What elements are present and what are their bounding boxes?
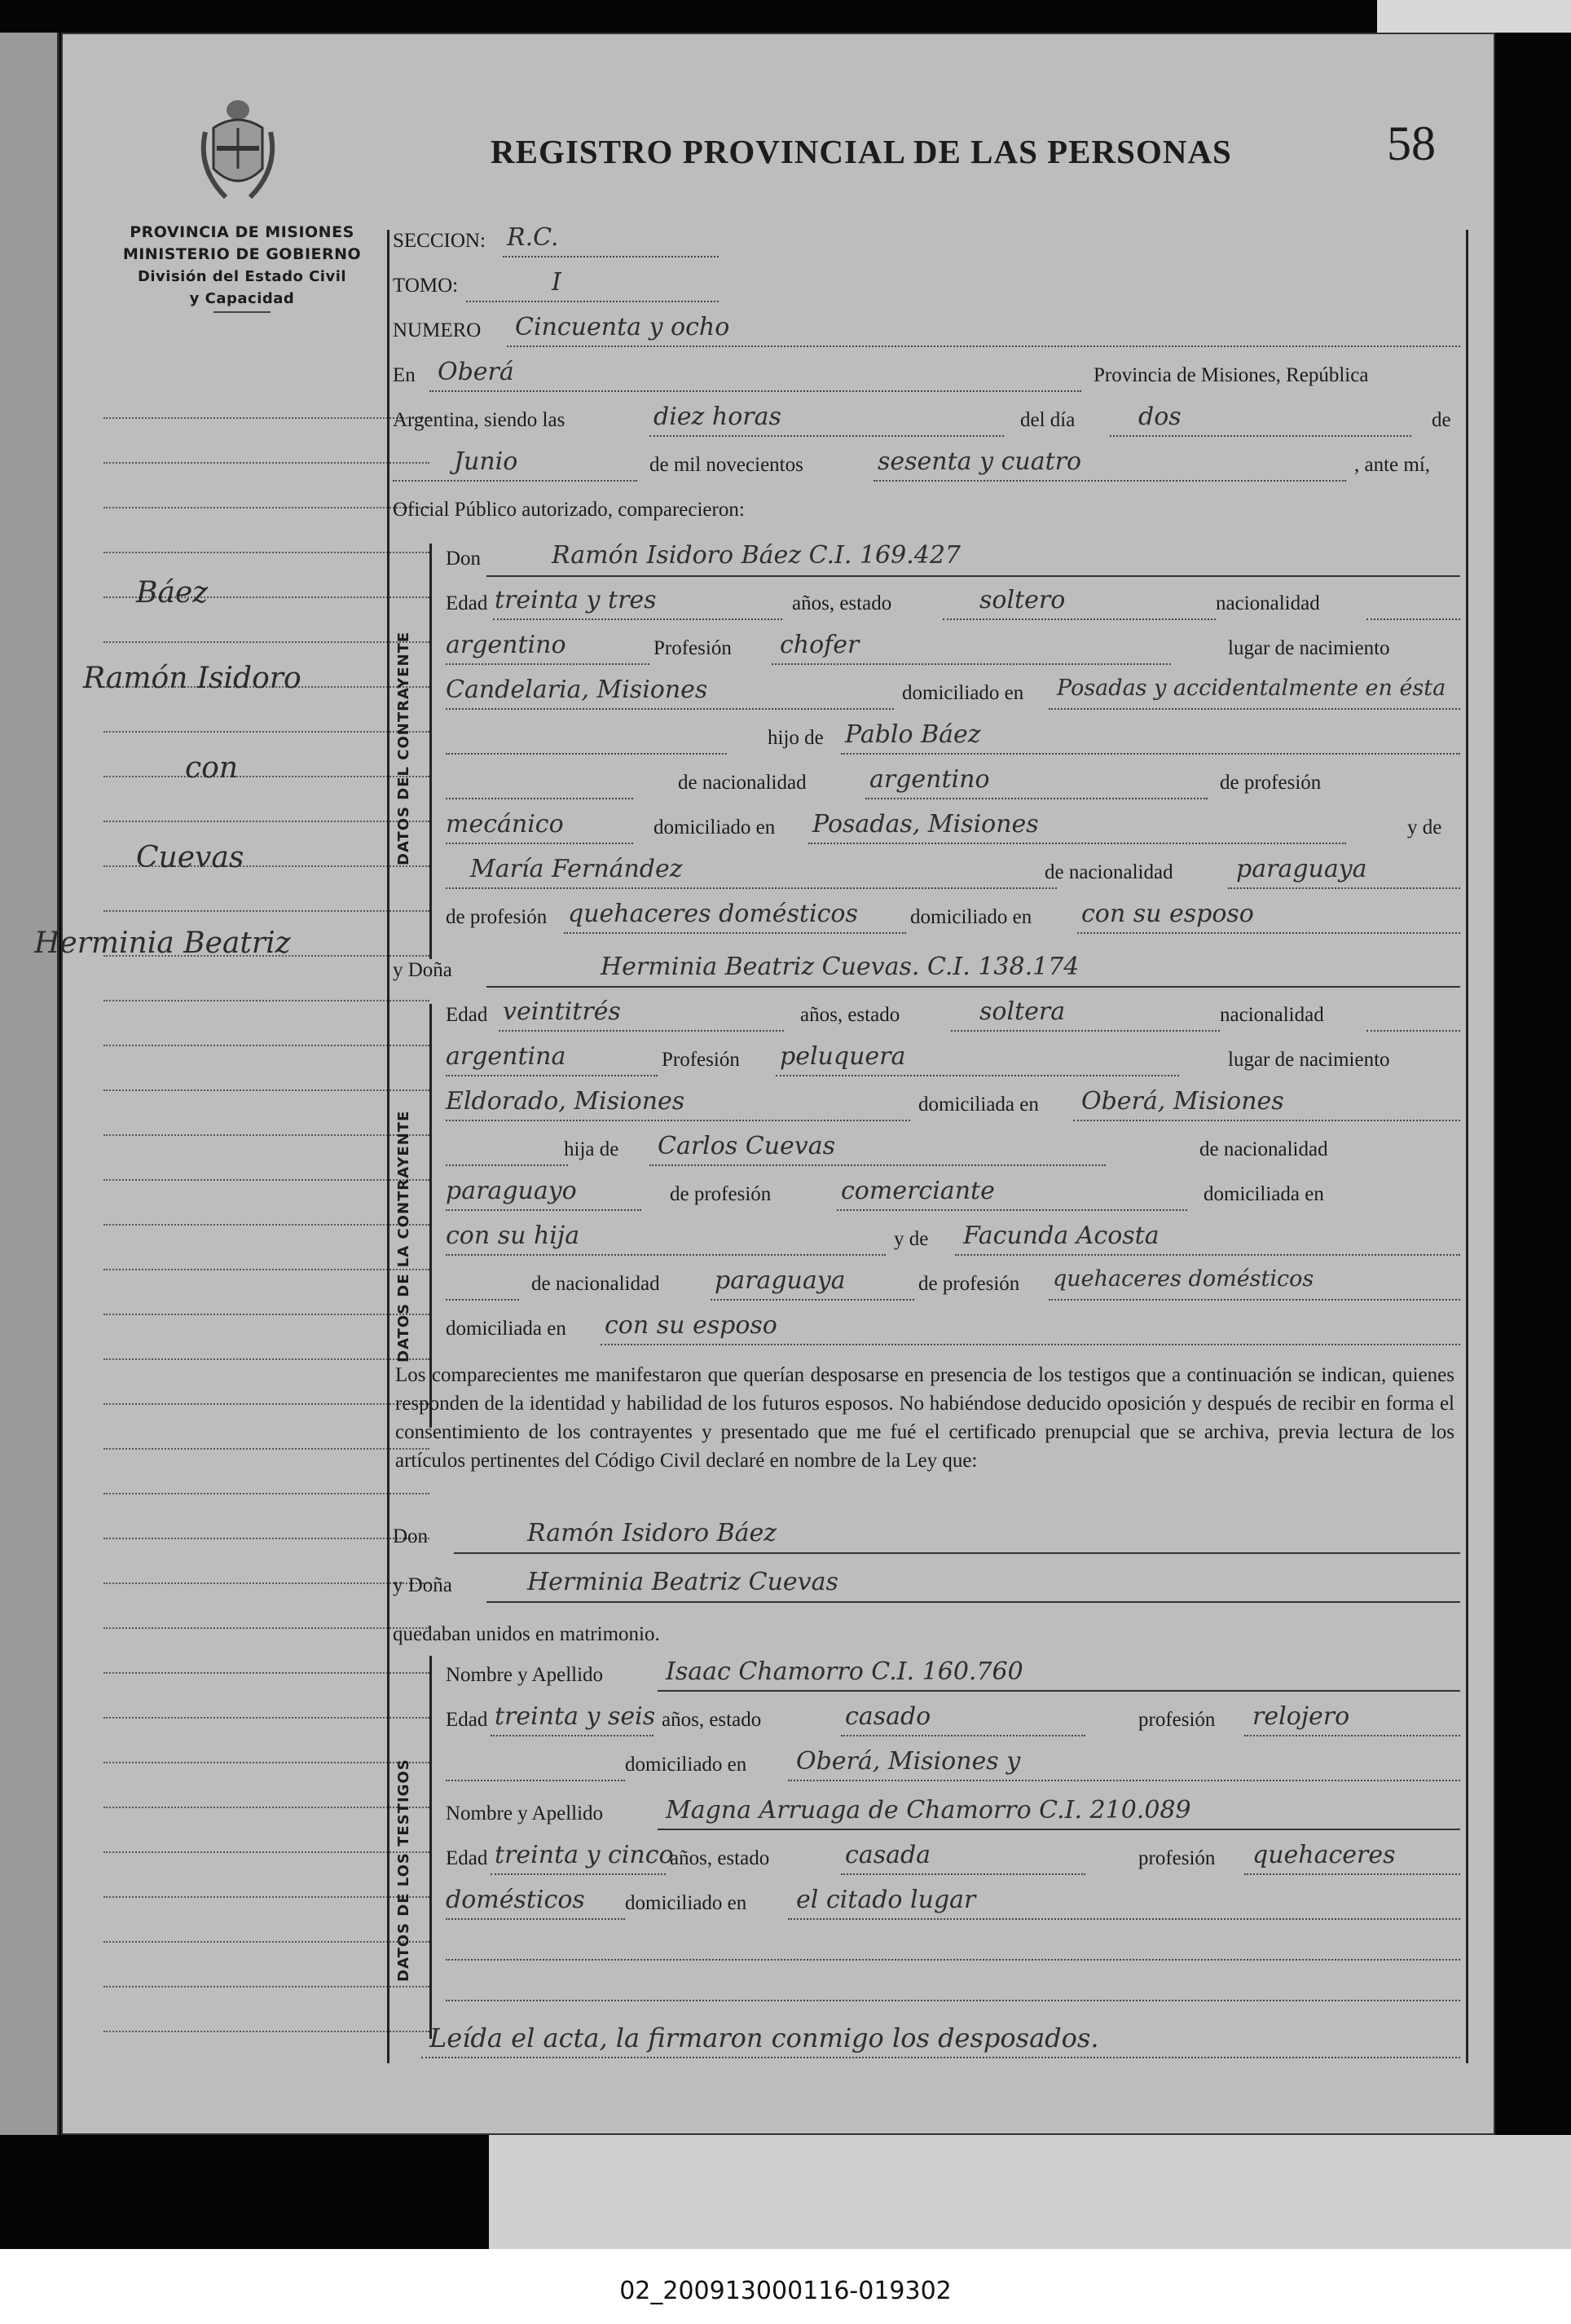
w2-age: treinta y cinco <box>495 1841 674 1869</box>
de-nacionalidad-label: de nacionalidad <box>678 772 807 794</box>
argentina-text: Argentina, siendo las <box>393 409 565 431</box>
bride-father-prof-label: de profesión <box>670 1183 772 1205</box>
margin-rule-line <box>103 1089 429 1091</box>
mes-value: Junio <box>454 447 518 476</box>
groom-mother-nationality-line <box>1228 887 1460 889</box>
en-line <box>429 390 1081 392</box>
closing-statement: Leída el acta, la firmaron conmigo los desposados. <box>429 2022 1099 2053</box>
bride-father-line <box>649 1164 1106 1166</box>
margin-note-con: con <box>185 751 239 785</box>
domiciliado-label: domiciliado en <box>902 682 1024 704</box>
hija-label: hija de <box>564 1138 619 1160</box>
margin-note-bride-name: Herminia Beatriz <box>34 927 291 960</box>
image-caption <box>0 2251 1571 2324</box>
bride-mother-profession-line <box>1049 1299 1460 1301</box>
nacionalidad-label: nacionalidad <box>1216 592 1320 614</box>
groom-father-line <box>841 753 1460 755</box>
margin-rule-line <box>103 417 429 419</box>
groom-age: treinta y tres <box>495 586 657 614</box>
w1-dom-pre-line <box>446 1780 625 1781</box>
declaration-paragraph: Los comparecientes me manifestaron que querían desposarse en presencia de los testigos que a continuación se indican, quienes responden de la identidad y habilidad de los futuros esposos. No habiéndose deducido oposición y después de recibir en forma el consentimiento de los contrayentes y presentado que me fué el certificado prenupcial que se archiva, previa lectura de los artículos pertinentes del Código Civil declaré en nombre de la Ley que: <box>395 1364 1454 1472</box>
bride-hija-pre-line <box>446 1164 568 1166</box>
groom-mother-address: con su esposo <box>1081 900 1254 928</box>
bride-father: Carlos Cuevas <box>658 1132 836 1160</box>
numero-label: NUMERO <box>393 319 482 341</box>
bride-name: Herminia Beatriz Cuevas. C.I. 138.174 <box>601 953 1080 981</box>
w2-address-line <box>788 1918 1460 1920</box>
mes-line <box>393 480 637 482</box>
groom-birthplace-line <box>446 708 894 710</box>
groom-mother-profession: quehaceres domésticos <box>568 900 858 928</box>
en-value: Oberá <box>438 358 514 386</box>
bride-lugar-label: lugar de nacimiento <box>1228 1049 1390 1071</box>
page-number: 58 <box>1387 117 1436 170</box>
dona-label: y Doña <box>393 959 452 981</box>
w2-age-line <box>491 1873 666 1875</box>
w1-edad-label: Edad <box>446 1709 488 1731</box>
lugar-label: lugar de nacimiento <box>1228 637 1390 659</box>
anios-estado-label: años, estado <box>792 592 892 614</box>
dia-line <box>1110 435 1411 437</box>
bride-status: soltera <box>979 997 1066 1026</box>
bride-mother-dom-label: domiciliada en <box>446 1318 566 1340</box>
margin-rule-line <box>103 1762 429 1763</box>
mother-prof-label: de profesión <box>446 906 548 928</box>
bride-profession-line <box>776 1075 1179 1076</box>
groom-father: Pablo Báez <box>845 720 981 749</box>
margin-note-surname: Báez <box>136 576 209 610</box>
w2-profession-cont-line <box>446 1918 625 1920</box>
groom-section-label: DATOS DEL CONTRAYENTE <box>395 631 412 865</box>
province-name: PROVINCIA DE MISIONES <box>130 223 354 241</box>
divider <box>213 311 271 313</box>
page-title: REGISTRO PROVINCIAL DE LAS PERSONAS <box>491 133 1232 170</box>
groom-mother-line <box>446 887 1057 889</box>
bride-mother-prof-label: de profesión <box>918 1273 1020 1295</box>
form-right-border <box>1466 230 1468 2063</box>
mother-dom-label: domiciliado en <box>910 906 1032 928</box>
numero-value: Cincuenta y ocho <box>515 313 730 341</box>
margin-rule-line <box>103 910 429 912</box>
margin-rule-line <box>103 1493 429 1494</box>
bride-y-de-label: y de <box>894 1228 929 1250</box>
w1-profession: relojero <box>1252 1702 1350 1731</box>
w1-age: treinta y seis <box>495 1702 656 1731</box>
w1-status-line <box>841 1735 1085 1736</box>
bride-mother-nationality-line <box>711 1299 914 1301</box>
w1-domiciliado-label: domiciliado en <box>625 1754 747 1776</box>
seccion-line <box>503 256 719 257</box>
decl-groom-line <box>454 1552 1460 1554</box>
bride-profesion-label: Profesión <box>662 1049 740 1071</box>
bride-mother-nat-pre-line <box>446 1299 519 1301</box>
groom-profession-line <box>772 663 1171 665</box>
seccion-value: R.C. <box>507 223 559 252</box>
coat-of-arms-icon <box>197 95 279 209</box>
w1-anios-label: años, estado <box>662 1709 762 1731</box>
oficial-text: Oficial Público autorizado, comparecieron: <box>393 499 745 521</box>
groom-status-line <box>943 618 1216 620</box>
caption-text: 02_200913000116-019302 <box>619 2277 952 2305</box>
w1-nombre-label: Nombre y Apellido <box>446 1664 604 1686</box>
groom-mother-nationality: paraguaya <box>1236 855 1367 883</box>
groom-status: soltero <box>979 586 1066 614</box>
witness-blank-line-2 <box>446 2000 1460 2001</box>
bride-father-nationality: paraguayo <box>446 1177 577 1205</box>
de-profesion-label: de profesión <box>1220 772 1322 794</box>
margin-rule-line <box>103 507 429 508</box>
w2-name: Magna Arruaga de Chamorro C.I. 210.089 <box>666 1796 1191 1824</box>
bride-address: Oberá, Misiones <box>1081 1087 1284 1116</box>
profesion-label: Profesión <box>653 637 732 659</box>
bride-age-line <box>499 1030 784 1032</box>
w2-status-line <box>841 1873 1085 1875</box>
father-domiciliado-label: domiciliado en <box>653 816 776 838</box>
margin-rule-line <box>103 1986 429 1987</box>
margin-rule-line <box>103 1448 429 1450</box>
horas-value: diez horas <box>653 403 781 431</box>
bride-mother-address: con su esposo <box>605 1311 777 1340</box>
bride-nacionalidad-label: nacionalidad <box>1220 1004 1324 1026</box>
bride-name-line <box>486 986 1460 988</box>
bride-anios-label: años, estado <box>800 1004 900 1026</box>
provincia-text: Provincia de Misiones, República <box>1094 364 1369 386</box>
groom-mother: María Fernández <box>470 855 683 883</box>
form-left-border <box>387 230 389 2063</box>
margin-rule-line <box>103 1269 429 1270</box>
margin-note-bride-surname: Cuevas <box>136 841 244 874</box>
don-label: Don <box>446 548 482 570</box>
groom-father-nationality-line <box>865 798 1208 799</box>
bride-mother-profession: quehaceres domésticos <box>1053 1266 1314 1292</box>
de-label: de <box>1432 409 1451 431</box>
mother-nat-label: de nacionalidad <box>1045 861 1173 883</box>
groom-father-profession: mecánico <box>446 810 564 838</box>
ante-label: , ante mí, <box>1354 454 1431 476</box>
margin-rule-line <box>103 1538 429 1539</box>
mil-label: de mil novecientos <box>649 454 803 476</box>
bride-mother-address-line <box>601 1344 1460 1345</box>
groom-father-address-line <box>808 843 1346 844</box>
bride-father-nationality-line <box>446 1209 641 1211</box>
bride-age: veintitrés <box>503 997 621 1026</box>
bride-profession: peluquera <box>780 1042 906 1071</box>
registry-page <box>34 33 1495 2135</box>
bride-father-profession-line <box>837 1209 1187 1211</box>
margin-rule-line <box>103 776 429 777</box>
y-de-label: y de <box>1407 816 1442 838</box>
margin-rule-line <box>103 1314 429 1315</box>
margin-rule-line <box>103 462 429 464</box>
bride-nationality-line <box>446 1075 658 1076</box>
w1-address: Oberá, Misiones y <box>796 1747 1021 1776</box>
bride-birthplace-line <box>446 1120 910 1121</box>
bride-father-profession: comerciante <box>841 1177 995 1205</box>
margin-rule-line <box>103 1179 429 1181</box>
bride-mother-nat-label: de nacionalidad <box>531 1273 660 1295</box>
margin-rule-line <box>103 1358 429 1360</box>
bride-status-line <box>951 1030 1220 1032</box>
matrimonio-text: quedaban unidos en matrimonio. <box>393 1623 660 1645</box>
groom-name-line <box>486 575 1460 577</box>
margin-rule-line <box>103 1224 429 1226</box>
scan-edge-top <box>1377 0 1571 33</box>
margin-rule-line <box>103 1000 429 1001</box>
margin-rule-line <box>103 821 429 822</box>
w1-status: casado <box>845 1702 931 1731</box>
w1-profesion-label: profesión <box>1138 1709 1216 1731</box>
tomo-value: I <box>552 268 561 297</box>
issuing-authority <box>95 222 389 313</box>
division-name: División del Estado Civil <box>137 268 347 285</box>
margin-rule-line <box>103 1627 429 1629</box>
groom-mother-profession-line <box>564 932 906 934</box>
groom-address: Posadas y accidentalmente en ésta <box>1057 676 1446 701</box>
margin-rule-line <box>103 1672 429 1674</box>
bride-edad-label: Edad <box>446 1004 488 1026</box>
groom-block-border <box>429 544 432 959</box>
groom-mother-address-line <box>1077 932 1460 934</box>
capacity-name: y Capacidad <box>189 290 295 307</box>
nacionalidad-line <box>1366 618 1460 620</box>
decl-don-label: Don <box>393 1525 429 1547</box>
groom-father-profession-line <box>446 843 633 844</box>
tomo-line <box>466 301 719 302</box>
bride-nacionalidad-line <box>1366 1030 1460 1032</box>
margin-rule-line <box>103 1851 429 1853</box>
groom-address-line <box>1049 708 1460 710</box>
w2-profesion-label: profesión <box>1138 1847 1216 1869</box>
w2-address: el citado lugar <box>796 1886 976 1914</box>
margin-rule-line <box>103 1582 429 1584</box>
groom-age-line <box>493 618 782 620</box>
w2-profession-cont: domésticos <box>446 1886 585 1914</box>
del-dia-label: del día <box>1020 409 1076 431</box>
w2-status: casada <box>845 1841 931 1869</box>
groom-nationality-line <box>446 663 649 665</box>
w1-address-line <box>788 1780 1460 1781</box>
groom-father-address: Posadas, Misiones <box>812 810 1039 838</box>
bride-father-address-line <box>446 1254 886 1256</box>
groom-address-line-2 <box>446 753 727 755</box>
bride-nationality: argentina <box>446 1042 566 1071</box>
margin-rule-line <box>103 1896 429 1898</box>
ministry-name: MINISTERIO DE GOBIERNO <box>122 245 362 263</box>
margin-rule-line <box>103 1134 429 1136</box>
bride-father-nat-label: de nacionalidad <box>1199 1138 1328 1160</box>
w2-nombre-label: Nombre y Apellido <box>446 1802 604 1824</box>
hijo-label: hijo de <box>768 727 824 749</box>
groom-birthplace: Candelaria, Misiones <box>446 676 708 704</box>
margin-rule-line <box>103 1717 429 1719</box>
previous-page-edge <box>0 33 59 2135</box>
scan-edge-bottom <box>489 2135 1571 2249</box>
bride-section-label: DATOS DE LA CONTRAYENTE <box>395 1110 412 1362</box>
margin-rule-line <box>103 1941 429 1943</box>
bride-mother: Facunda Acosta <box>963 1221 1160 1250</box>
w2-domiciliado-label: domiciliado en <box>625 1892 747 1914</box>
margin-rule-line <box>103 641 429 643</box>
decl-groom-name: Ramón Isidoro Báez <box>527 1519 777 1547</box>
bride-father-dom-label: domiciliada en <box>1204 1183 1324 1205</box>
groom-name: Ramón Isidoro Báez C.I. 169.427 <box>552 541 962 570</box>
bride-mother-line <box>955 1254 1460 1256</box>
anio-line <box>874 480 1346 482</box>
w2-profession: quehaceres <box>1252 1841 1396 1869</box>
horas-line <box>649 435 1004 437</box>
margin-note-groom-name: Ramón Isidoro <box>83 662 301 695</box>
groom-father-nationality: argentino <box>869 765 990 794</box>
decl-dona-label: y Doña <box>393 1574 452 1596</box>
margin-rule-line <box>103 552 429 553</box>
groom-nationality: argentino <box>446 631 566 659</box>
w1-name-line <box>658 1690 1460 1692</box>
bride-mother-nationality: paraguaya <box>715 1266 846 1295</box>
margin-rule-line <box>103 1807 429 1808</box>
numero-line <box>507 346 1460 347</box>
margin-rule-line <box>103 2031 429 2032</box>
w2-anios-label: años, estado <box>670 1847 770 1869</box>
anio-value: sesenta y cuatro <box>878 447 1082 476</box>
witness-blank-line-1 <box>446 1959 1460 1961</box>
margin-rule-line <box>103 731 429 733</box>
groom-profession: chofer <box>780 631 860 659</box>
en-label: En <box>393 364 416 386</box>
bride-address-line <box>1073 1120 1460 1121</box>
bride-birthplace: Eldorado, Misiones <box>446 1087 685 1116</box>
bride-domiciliada-label: domiciliada en <box>918 1094 1039 1116</box>
margin-rule-line <box>103 1045 429 1046</box>
w2-name-line <box>658 1829 1460 1830</box>
dia-value: dos <box>1138 403 1182 431</box>
seccion-label: SECCION: <box>393 230 486 252</box>
decl-bride-line <box>486 1601 1460 1603</box>
w2-profession-line <box>1244 1873 1460 1875</box>
edad-label: Edad <box>446 592 488 614</box>
w1-age-line <box>491 1735 653 1736</box>
w1-name: Isaac Chamorro C.I. 160.760 <box>666 1657 1023 1686</box>
closing-line <box>421 2057 1460 2058</box>
margin-rule-line <box>103 1403 429 1405</box>
witness-block-border <box>429 1656 432 2039</box>
witness-section-label: DATOS DE LOS TESTIGOS <box>395 1758 412 1982</box>
decl-bride-name: Herminia Beatriz Cuevas <box>527 1568 838 1596</box>
w1-profession-line <box>1244 1735 1460 1736</box>
father-nat-pre-line <box>446 798 633 799</box>
tomo-label: TOMO: <box>393 275 459 297</box>
bride-father-address: con su hija <box>446 1221 580 1250</box>
w2-edad-label: Edad <box>446 1847 488 1869</box>
